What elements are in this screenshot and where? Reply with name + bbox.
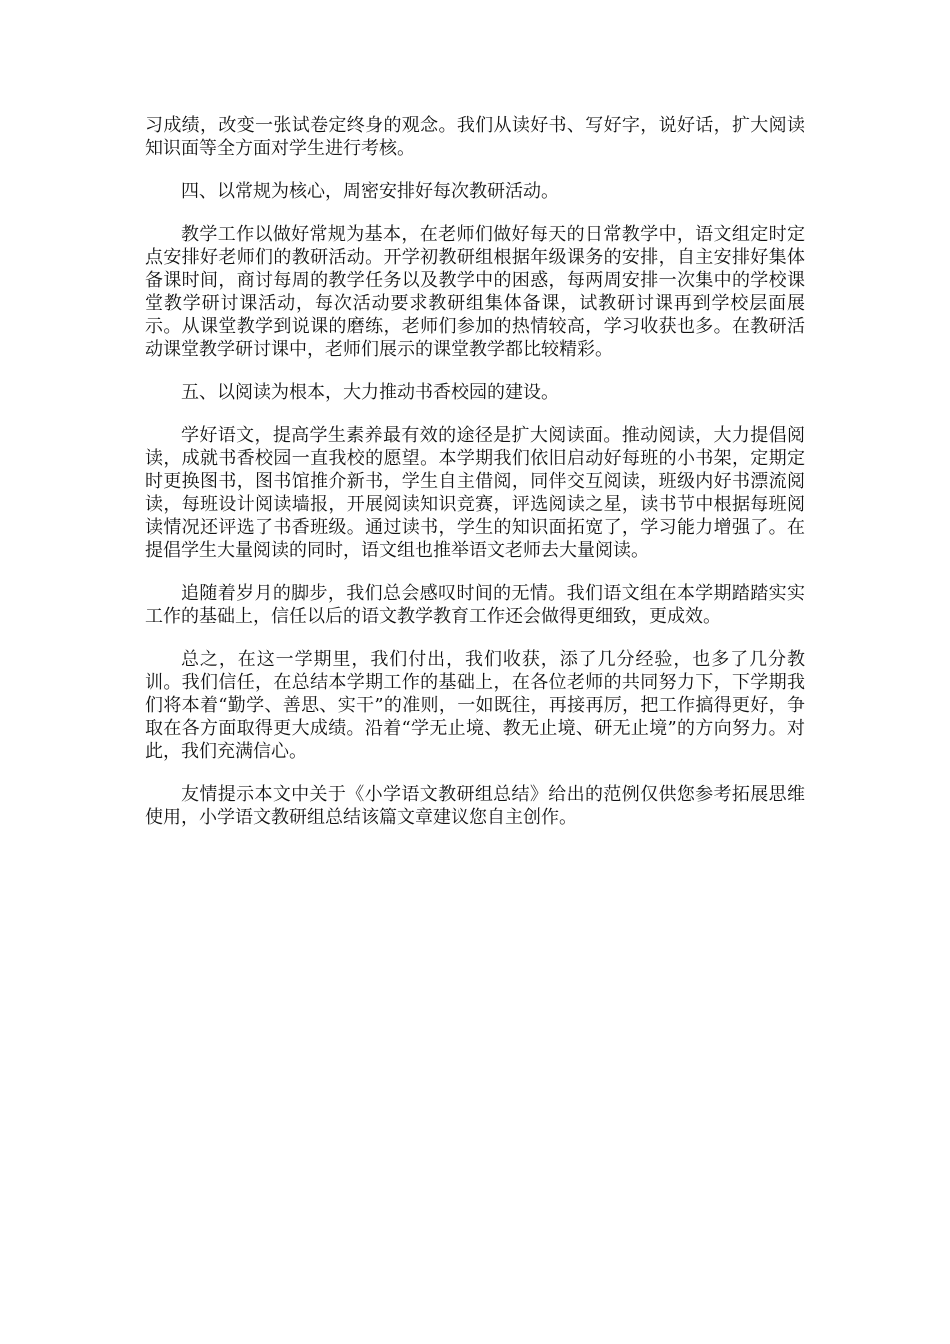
paragraph-continuation: 习成绩，改变一张试卷定终身的观念。我们从读好书、写好字，说好话，扩大阅读知识面等全方面对学生进行考核。 xyxy=(145,115,805,159)
paragraph-teaching-routine: 教学工作以做好常规为基本，在老师们做好每天的日常教学中，语文组定时定点安排好老师们的教研活动。开学初教研组根据年级课务的安排，自主安排好集体备课时间，商讨每周的教学任务以及教学中的困惑，每两周安排一次集中的学校课堂教学研讨课活动，每次活动要求教研组集体备课，试教研讨课再到学校层面展示。从课堂教学到说课的磨练，老师们参加的热情较高，学习收获也多。在教研活动课堂教学研讨课中，老师们展示的课堂教学都比较精彩。 xyxy=(145,224,805,360)
paragraph-reading: 学好语文，提高学生素养最有效的途径是扩大阅读面。推动阅读，大力提倡阅读，成就书香校园一直我校的愿望。本学期我们依旧启动好每班的小书架，定期定时更换图书，图书馆推介新书，学生自主借阅，同伴交互阅读，班级内好书漂流阅读，每班设计阅读墙报，开展阅读知识竞赛，评选阅读之星，读书节中根据每班阅读情况还评选了书香班级。通过读书，学生的知识面拓宽了，学习能力增强了。在提倡学生大量阅读的同时，语文组也推举语文老师去大量阅读。 xyxy=(145,425,805,561)
paragraph-notice: 友情提示本文中关于《小学语文教研组总结》给出的范例仅供您参考拓展思维使用，小学语文教研组总结该篇文章建议您自主创作。 xyxy=(145,784,805,828)
document-body xyxy=(145,114,805,849)
paragraph-conclusion: 总之，在这一学期里，我们付出，我们收获，添了几分经验，也多了几分教训。我们信任，在总结本学期工作的基础上，在各位老师的共同努力下，下学期我们将本着“勤学、善思、实干”的准则，一如既往，再接再厉，把工作搞得更好，争取在各方面取得更大成绩。沿着“学无止境、教无止境、研无止境”的方向努力。对此，我们充满信心。 xyxy=(145,649,805,762)
paragraph-time: 追随着岁月的脚步，我们总会感叹时间的无情。我们语文组在本学期踏踏实实工作的基础上，信任以后的语文教学教育工作还会做得更细致，更成效。 xyxy=(145,583,805,627)
section-heading-4: 四、以常规为核心，周密安排好每次教研活动。 xyxy=(181,181,559,202)
section-heading-5: 五、以阅读为根本，大力推动书香校园的建设。 xyxy=(181,382,559,403)
